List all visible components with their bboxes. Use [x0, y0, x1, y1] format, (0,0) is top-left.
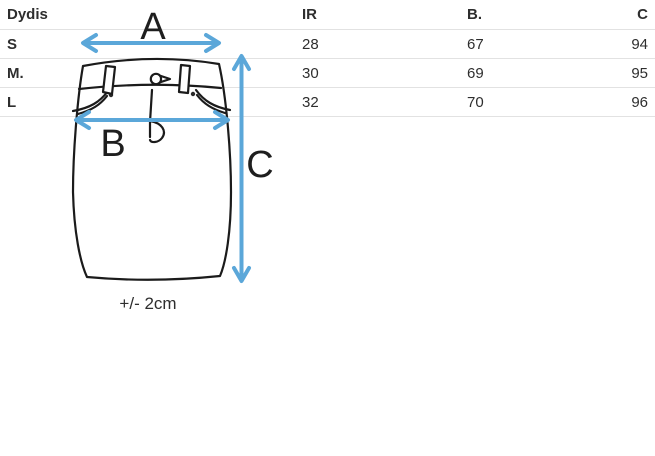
header-size: Dydis	[0, 0, 295, 30]
tolerance-note: +/- 2cm	[119, 294, 177, 313]
right-belt-loop	[179, 65, 190, 93]
right-rivet	[191, 92, 195, 96]
waist-button	[151, 74, 161, 84]
c-value: 96	[625, 88, 655, 117]
c-value: 95	[625, 59, 655, 88]
header-c: C	[625, 0, 655, 30]
left-belt-loop	[103, 66, 115, 94]
b-value: 67	[460, 30, 625, 59]
label-c: C	[246, 144, 274, 186]
skirt-measurement-diagram	[0, 0, 300, 316]
ir-value: 32	[295, 88, 460, 117]
header-ir: IR	[295, 0, 460, 30]
label-a: A	[140, 6, 166, 48]
ir-value: 30	[295, 59, 460, 88]
b-value: 69	[460, 59, 625, 88]
label-b: B	[100, 123, 126, 165]
skirt-drawing	[73, 59, 231, 280]
header-b: B.	[460, 0, 625, 30]
size-label: S	[0, 30, 295, 59]
b-value: 70	[460, 88, 625, 117]
size-label: L	[0, 88, 295, 117]
size-label: M.	[0, 59, 295, 88]
ir-value: 28	[295, 30, 460, 59]
c-value: 94	[625, 30, 655, 59]
